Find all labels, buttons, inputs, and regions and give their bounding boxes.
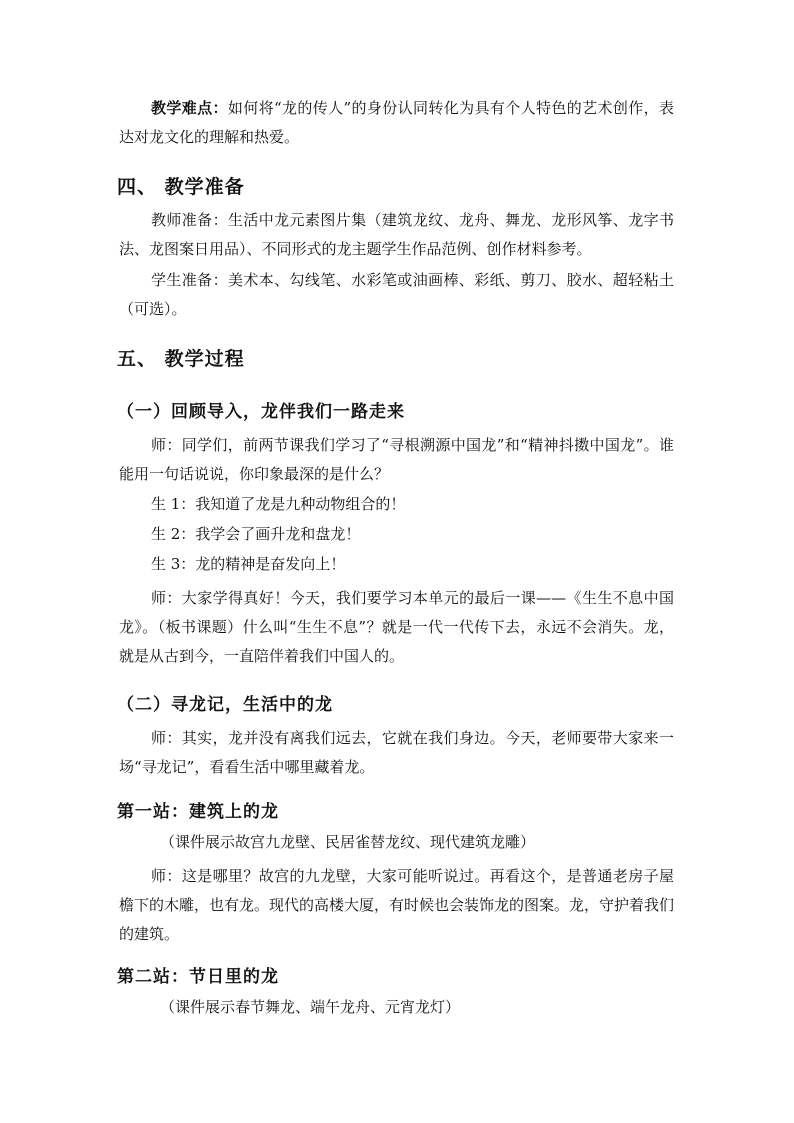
student-3-answer: 生 3：龙的精神是奋发向上！	[151, 555, 346, 573]
station-1-heading: 第一站：建筑上的龙	[117, 802, 279, 822]
student-preparation-paragraph: 学生准备：美术本、勾线笔、水彩笔或油画棒、彩纸、剪刀、胶水、超轻粘土（可选）。	[119, 271, 674, 318]
student-2-answer: 生 2：我学会了画升龙和盘龙！	[151, 525, 361, 543]
station-2-courseware-note: （课件展示春节舞龙、端午龙舟、元宵龙灯）	[160, 998, 461, 1016]
part-1-teacher-question: 师：同学们，前两节课我们学习了“寻根溯源中国龙”和“精神抖擞中国龙”。谁能用一句话说说，你印象最深的是什么？	[119, 436, 674, 483]
station-1-courseware-note: （课件展示故宫九龙壁、民居雀替龙纹、现代建筑龙雕）	[160, 833, 536, 851]
teacher-preparation-paragraph: 教师准备：生活中龙元素图片集（建筑龙纹、龙舟、舞龙、龙形风筝、龙字书法、龙图案日用品）、不同形式的龙主题学生作品范例、创作材料参考。	[119, 211, 674, 258]
part-2-heading: （二）寻龙记，生活中的龙	[117, 695, 333, 715]
station-2-heading: 第二站：节日里的龙	[117, 967, 279, 987]
section-5-heading: 五、 教学过程	[117, 348, 245, 370]
part-1-teacher-intro: 师：大家学得真好！今天，我们要学习本单元的最后一课——《生生不息中国龙》。（板书课题）什么叫“生生不息”？就是一代一代传下去，永远不会消失。龙，就是从古到今，一直陪伴着我们中国人的。	[119, 589, 674, 665]
part-2-teacher-intro: 师：其实，龙并没有离我们远去，它就在我们身边。今天，老师要带大家来一场“寻龙记”，看看生活中哪里藏着龙。	[119, 729, 674, 776]
teaching-difficulty-text: 如何将“龙的传人”的身份认同转化为具有个人特色的艺术创作，表达对龙文化的理解和热爱。	[119, 99, 674, 146]
station-1-teacher-paragraph: 师：这是哪里？故宫的九龙壁，大家可能听说过。再看这个，是普通老房子屋檐下的木雕，也有龙。现代的高楼大厦，有时候也会装饰龙的图案。龙，守护着我们的建筑。	[119, 867, 675, 943]
section-4-heading: 四、 教学准备	[117, 176, 245, 198]
student-1-answer: 生 1：我知道了龙是九种动物组合的！	[151, 495, 406, 513]
part-1-heading: （一）回顾导入，龙伴我们一路走来	[117, 402, 405, 422]
teaching-difficulty-label: 教学难点：	[151, 99, 228, 117]
teaching-difficulty-paragraph	[119, 94, 674, 152]
